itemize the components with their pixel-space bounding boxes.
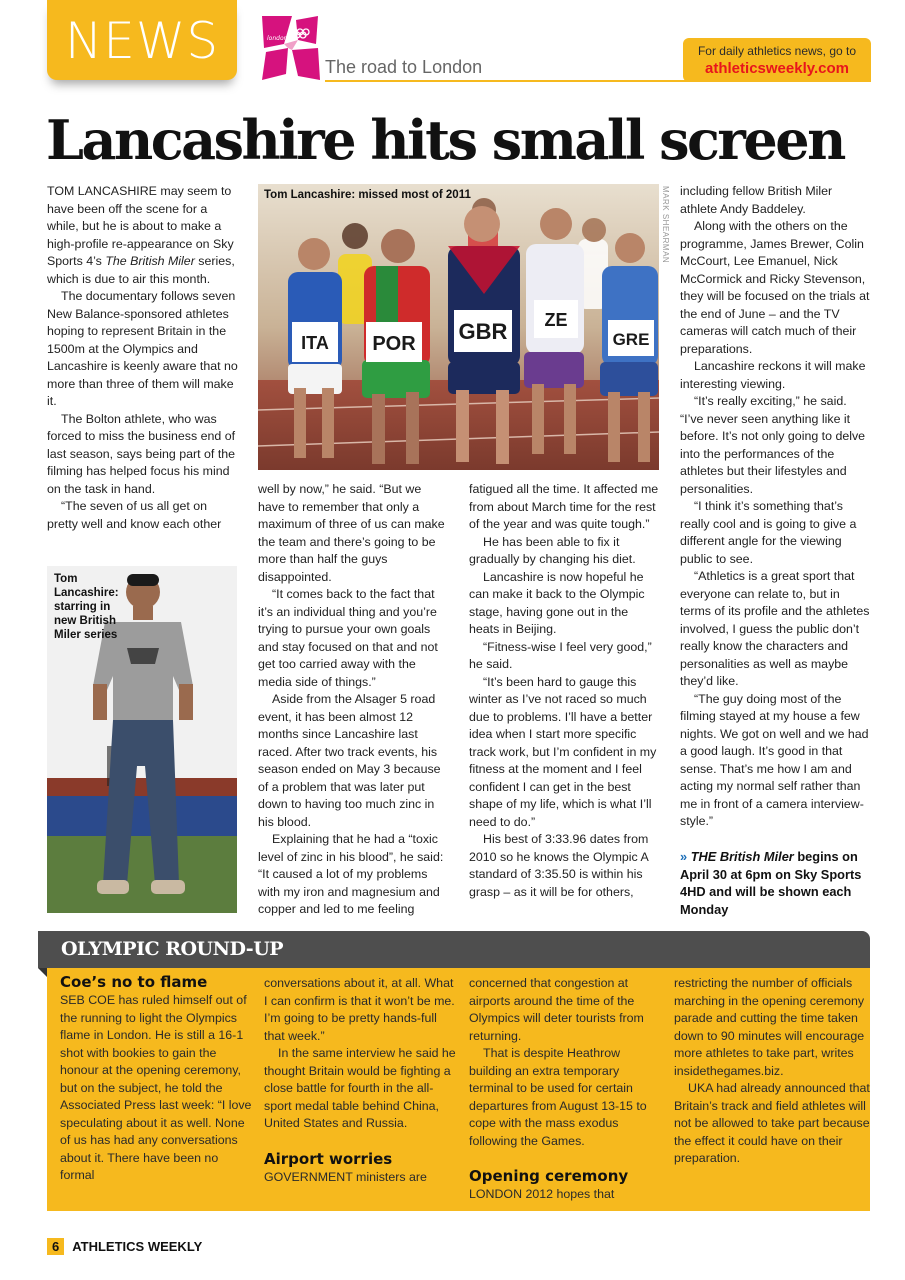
article-paragraph: “The guy doing most of the filming stayed at my house a few nights. We got on well and we had a good laugh. It’s good in that sense. That’s me how I am and acting my normal self rather than me in front of a camera interview-style.” — [680, 691, 869, 828]
article-paragraph: His best of 3:33.96 dates from 2010 so he knows the Olympic A standard of 3:35.50 is within his grasp – as it will be for others, — [469, 832, 649, 899]
roundup-paragraph: In the same interview he said he thought Britain would be fighting a close battle for fourth in the all-sport medal table behind China, United States and Russia. — [264, 1046, 456, 1130]
roundup-paragraph: UKA had already announced that Britain’s track and field athletes will not be allowed to take part because the effect it could have on their preparation. — [674, 1081, 870, 1165]
bib-ze: ZE — [544, 310, 568, 330]
promo-text: For daily athletics news, go to — [697, 44, 857, 58]
roundup-header — [38, 931, 870, 968]
chevron-right-icon: » — [680, 849, 688, 864]
article-column-3 — [469, 481, 661, 901]
article-paragraph: The documentary follows seven New Balance-sponsored athletes hoping to represent Britain in the 1500m at the Olympics and Lancashire is keenly aware that no more than three of them will make it. — [47, 289, 238, 408]
tagline: The road to London — [325, 57, 483, 77]
bib-gbr: GBR — [458, 319, 508, 344]
roundup-paragraph: restricting the number of officials marching in the opening ceremony parade and cutting the time taken down to 90 minutes will encourage more athletes to take part, writes insidethegames.biz. — [674, 976, 865, 1078]
article-paragraph: “It’s really exciting,” he said. “I’ve never seen anything like it before. It’s not only going to delve into the performances of the athletes but their lifestyles and personalities. — [680, 394, 866, 496]
magazine-name: ATHLETICS WEEKLY — [72, 1239, 203, 1254]
roundup-column-3 — [469, 975, 665, 1204]
roundup-paragraph: That is despite Heathrow building an extra temporary terminal to be used for certain departures from August 13-15 to cope with the mass exodus following the Games. — [469, 1046, 647, 1148]
article-column-4 — [680, 183, 872, 831]
roundup-column-1 — [60, 972, 256, 1185]
article-paragraph: “It comes back to the fact that it’s an individual thing and you’re trying to pursue your own goals and stay focused on that and not get too carried away with the media side of things.” — [258, 587, 438, 689]
race-photo — [258, 184, 659, 470]
article-paragraph: “Fitness-wise I feel very good,” he said. — [469, 639, 652, 671]
article-paragraph: “The seven of us all get on pretty well and know each other — [47, 499, 222, 531]
article-paragraph: “It’s been hard to gauge this winter as I’ve not raced so much due to problems. I’ll have a better idea when I start more specific track work, but I’m confident in my fitness at the moment and I feel confident I can get in the best shape of my life, which is what I’ll need to do.” — [469, 674, 657, 829]
roundup-paragraph: SEB COE has ruled himself out of the running to light the Olympics flame in London. He is still a 16-1 shot with bookies to gain the honour at the opening ceremony, but on the subject, he told the Associated Press last week: “I love speculating about it as well. None of us has had any conversations about it. There have been no formal — [60, 993, 252, 1182]
roundup-paragraph: LONDON 2012 hopes that — [469, 1187, 615, 1201]
promo-url-link[interactable]: athleticsweekly.com — [705, 60, 849, 77]
roundup-column-2 — [264, 975, 460, 1186]
roundup-paragraph: GOVERNMENT ministers are — [264, 1169, 427, 1184]
article-paragraph: well by now,” he said. “But we have to remember that only a maximum of three of us can make the team and there’s going to be more than half the guys disappointed. — [258, 482, 445, 584]
article-paragraph: “I think it’s something that’s really cool and is going to give a different angle for the viewing public to see. — [680, 499, 857, 566]
portrait-caption: Tom Lancashire: starring in new British Miler series — [54, 573, 119, 641]
race-photo-caption: Tom Lancashire: missed most of 2011 — [264, 189, 471, 201]
roundup-paragraph: conversations about it, at all. What I can confirm is that it won’t be me. I’m going to be pretty hands-full that week.” — [264, 976, 455, 1043]
roundup-column-4 — [674, 975, 870, 1168]
article-paragraph: Lancashire reckons it will make interesting viewing. — [680, 359, 866, 391]
bib-por: POR — [372, 333, 416, 355]
article-column-1 — [47, 183, 239, 533]
programme-title: THE British Miler — [690, 849, 794, 864]
article-paragraph: Explaining that he had a “toxic level of zinc in his blood”, he said: “It caused a lot of my problems with my iron and magnesium and copper and led to me feeling — [258, 832, 444, 916]
section-tab-news — [47, 0, 237, 80]
roundup-subhead: Airport worries — [264, 1149, 393, 1168]
roundup-paragraph: concerned that congestion at airports around the time of the Olympics will deter tourists from returning. — [469, 976, 644, 1043]
page-number: 6 — [47, 1238, 64, 1255]
article-paragraph: fatigued all the time. It affected me from about March time for the rest of the year and was quite tough.” — [469, 482, 659, 531]
london-2012-logo-icon — [258, 14, 322, 84]
article-paragraph: Lancashire is now hopeful he can make it back to the Olympic stage, having gone out in the heats in Beijing. — [469, 569, 645, 636]
article-paragraph: The Bolton athlete, who was forced to miss the business end of last season, says being part of the filming has helped focus his mind on the task in hand. — [47, 411, 236, 496]
roundup-subhead: Coe’s no to flame — [60, 973, 208, 991]
headline: Lancashire hits small screen — [46, 108, 844, 172]
article-column-2 — [258, 481, 450, 919]
photo-credit: MARK SHEARMAN — [661, 186, 670, 264]
article-paragraph: TOM LANCASHIRE may seem to have been off the scene for a while, but he is about to make a high-profile re-appearance on Sky Sports 4’s The British Miler series, which is due to air this month. — [47, 184, 235, 286]
roundup-title: OLYMPIC ROUND-UP — [61, 938, 284, 960]
article-paragraph: including fellow British Miler athlete Andy Baddeley. — [680, 184, 833, 216]
roundup-subhead: Opening ceremony — [469, 1167, 629, 1185]
article-paragraph: He has been able to fix it gradually by changing his diet. — [469, 534, 636, 566]
article-paragraph: “Athletics is a great sport that everyone can relate to, but in terms of its profile and the athletes involved, I guess the public don’t really know the characters and personalities as well as maybe they’d like. — [680, 569, 870, 688]
page-footer — [47, 1238, 202, 1255]
article-paragraph: Along with the others on the programme, James Brewer, Colin McCourt, Lee Emanuel, Nick McCormick and Ricky Stevenson, they will be focused on the trials at the end of June – and the TV cameras will catch much of their preparations. — [680, 219, 870, 356]
schedule-text: begins on April 30 at 6pm on Sky Sports 4HD and will be shown each Monday — [680, 849, 862, 917]
bib-ita: ITA — [301, 333, 329, 353]
tv-schedule-note — [680, 848, 872, 918]
article-paragraph: Aside from the Alsager 5 road event, it has been almost 12 months since Lancashire last raced. After two track events, his season ended on May 3 because of a problem that was later put down to having too much zinc in his blood. — [258, 692, 441, 829]
section-tab-label: NEWS — [64, 12, 220, 70]
bib-gre: GRE — [612, 330, 650, 349]
logo-text: london — [267, 35, 288, 42]
website-promo[interactable] — [683, 38, 871, 82]
